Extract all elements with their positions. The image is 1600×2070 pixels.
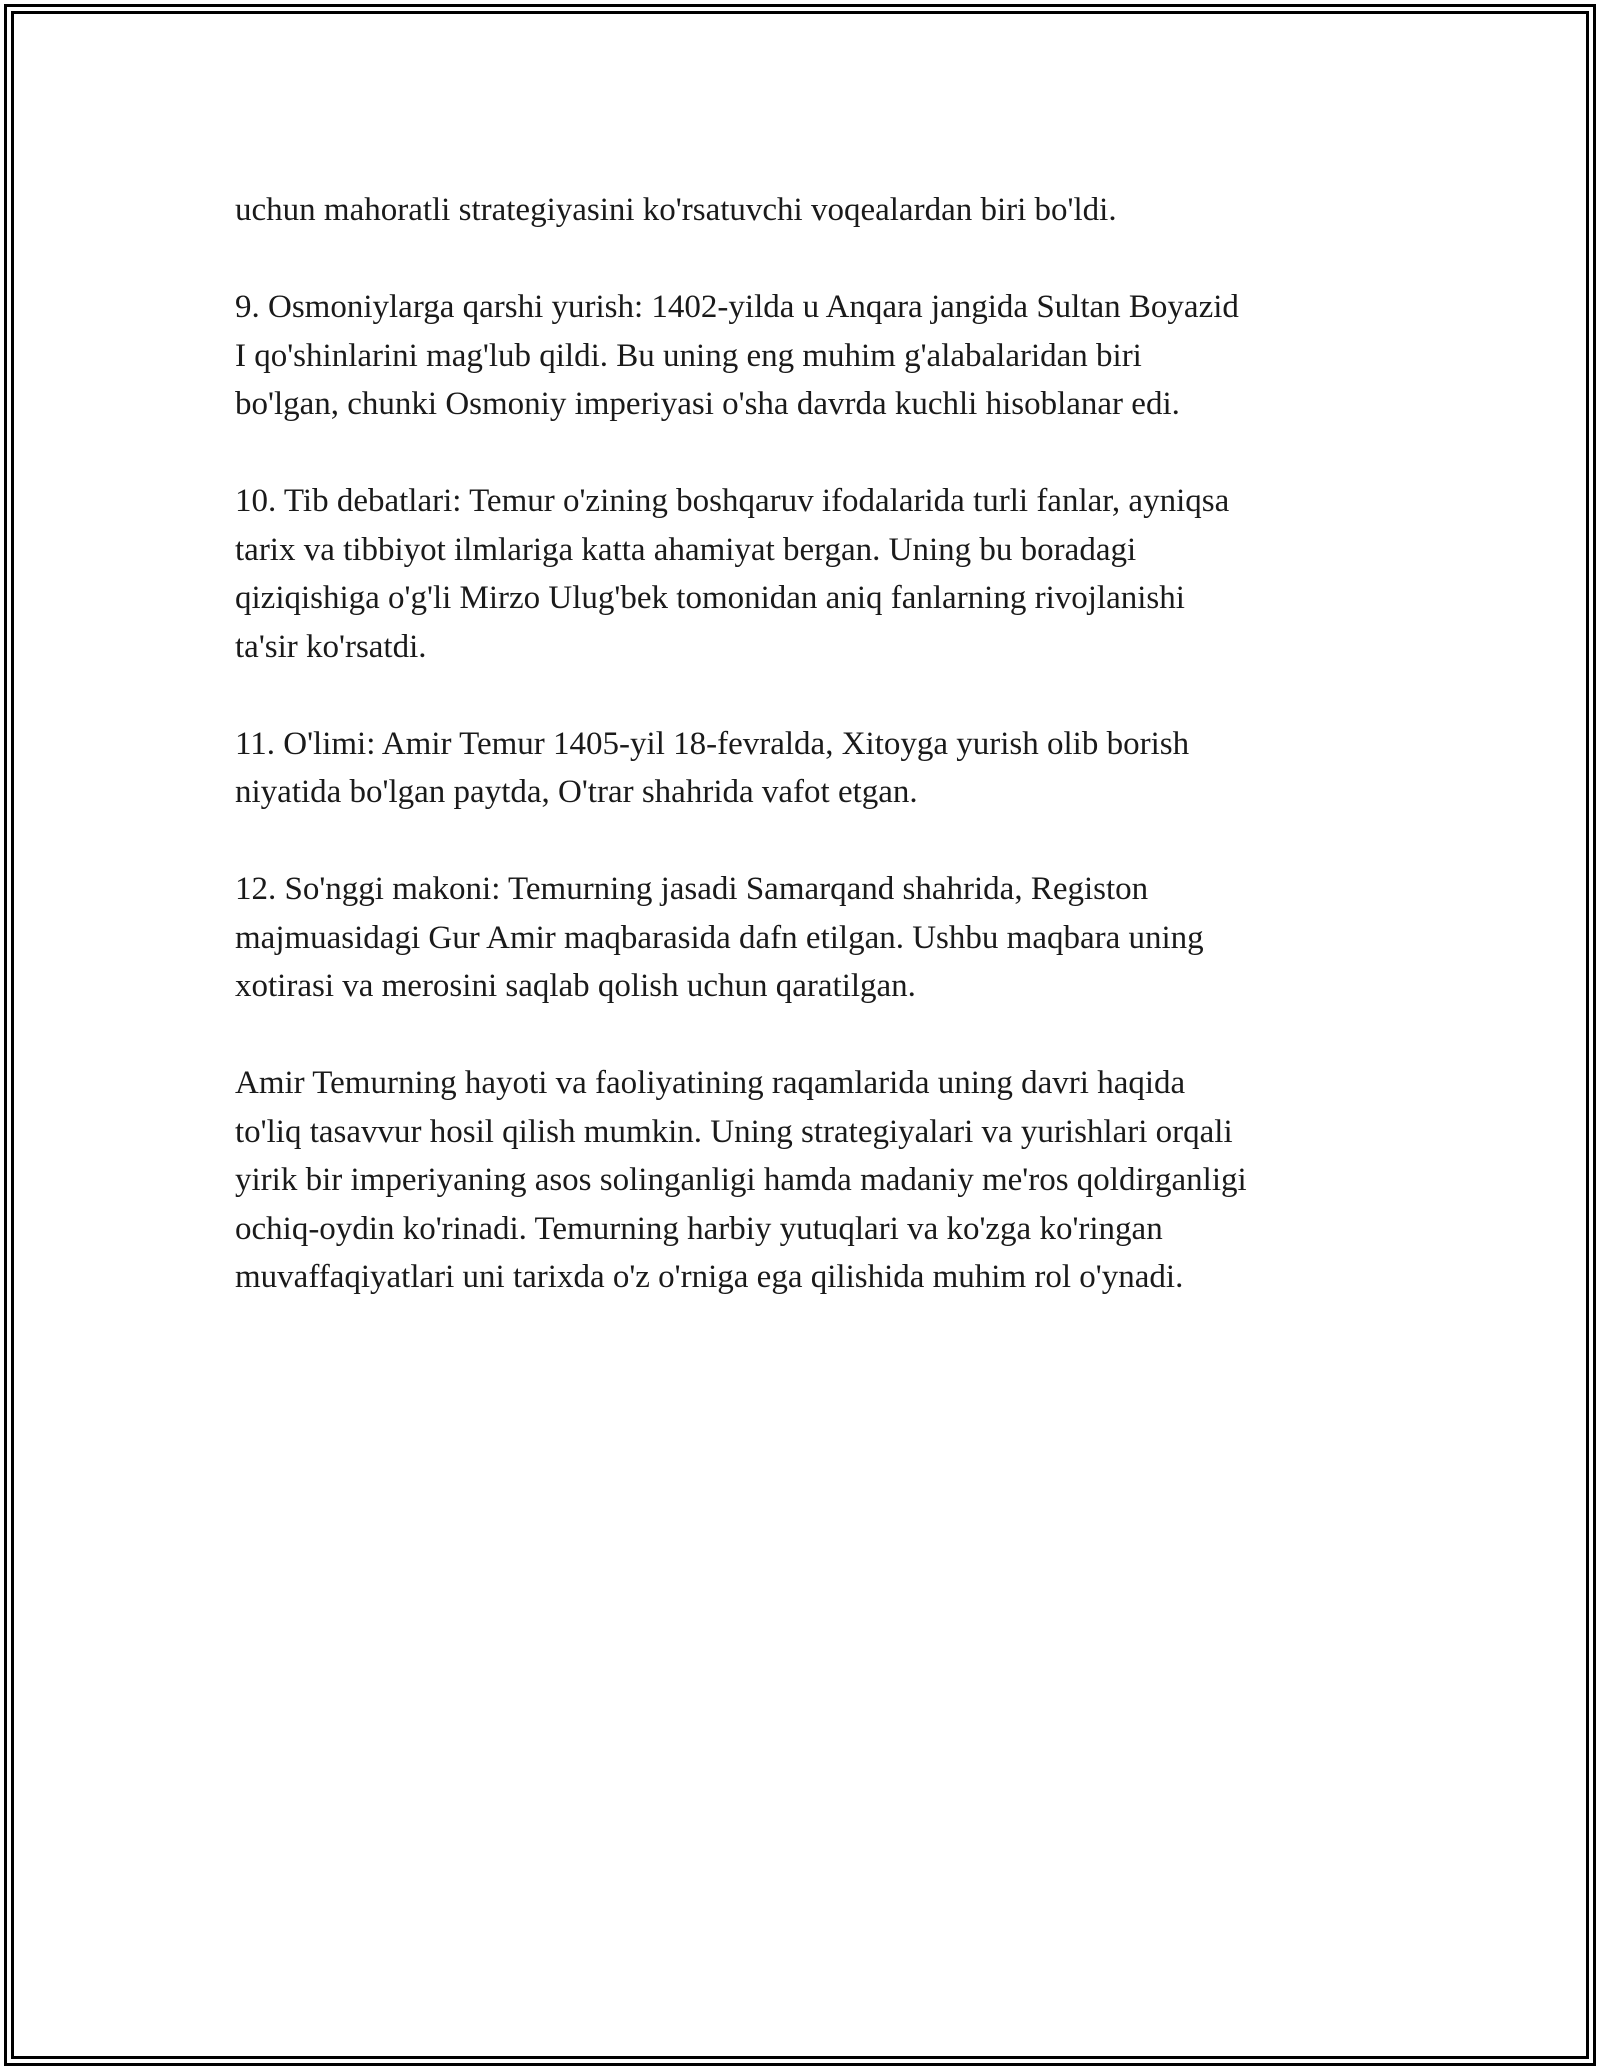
text-line: ta'sir ko'rsatdi. bbox=[235, 628, 427, 665]
text-line: ochiq-oydin ko'rinadi. Temurning harbiy yutuqlari va ko'zga ko'ringan bbox=[235, 1210, 1163, 1247]
text-line: niyatida bo'lgan paytda, O'trar shahrida vafot etgan. bbox=[235, 774, 918, 810]
text-line: muvaffaqiyatlari uni tarixda o'z o'rniga ega qilishida muhim rol o'ynadi. bbox=[235, 1259, 1184, 1295]
document-body bbox=[235, 186, 1375, 1350]
text-line: 12. So'nggi makoni: Temurning jasadi Samarqand shahrida, Registon bbox=[235, 871, 1149, 907]
paragraph-item-11 bbox=[235, 720, 1375, 817]
text-line: yirik bir imperiyaning asos solinganligi hamda madaniy me'ros qoldirganligi bbox=[235, 1162, 1247, 1198]
text-line: tarix va tibbiyot ilmlariga katta ahamiyat bergan. Uning bu boradagi bbox=[235, 531, 1137, 568]
paragraph-continuation bbox=[235, 186, 1375, 235]
text-line: qiziqishiga o'g'li Mirzo Ulug'bek tomonidan aniq fanlarning rivojlanishi bbox=[235, 580, 1185, 616]
paragraph-conclusion bbox=[235, 1059, 1375, 1302]
text-line: 10. Tib debatlari: Temur o'zining boshqaruv ifodalarida turli fanlar, ayniqsa bbox=[235, 483, 1230, 519]
text-line: 11. O'limi: Amir Temur 1405-yil 18-fevralda, Xitoyga yurish olib borish bbox=[235, 725, 1190, 762]
text-line: bo'lgan, chunki Osmoniy imperiyasi o'sha davrda kuchli hisoblanar edi. bbox=[235, 386, 1180, 422]
text-line: to'liq tasavvur hosil qilish mumkin. Uning strategiyalari va yurishlari orqali bbox=[235, 1113, 1233, 1150]
paragraph-item-12 bbox=[235, 865, 1375, 1011]
text-line: xotirasi va merosini saqlab qolish uchun qaratilgan. bbox=[235, 968, 916, 1004]
text-line: uchun mahoratli strategiyasini ko'rsatuvchi voqealardan biri bo'ldi. bbox=[235, 192, 1117, 228]
paragraph-item-9 bbox=[235, 283, 1375, 429]
text-line: I qo'shinlarini mag'lub qildi. Bu uning eng muhim g'alabalaridan biri bbox=[235, 337, 1142, 374]
text-line: 9. Osmoniylarga qarshi yurish: 1402-yilda u Anqara jangida Sultan Boyazid bbox=[235, 289, 1239, 325]
text-line: majmuasidagi Gur Amir maqbarasida dafn etilgan. Ushbu maqbara uning bbox=[235, 919, 1204, 956]
text-line: Amir Temurning hayoti va faoliyatining raqamlarida uning davri haqida bbox=[235, 1065, 1186, 1101]
paragraph-item-10 bbox=[235, 477, 1375, 671]
